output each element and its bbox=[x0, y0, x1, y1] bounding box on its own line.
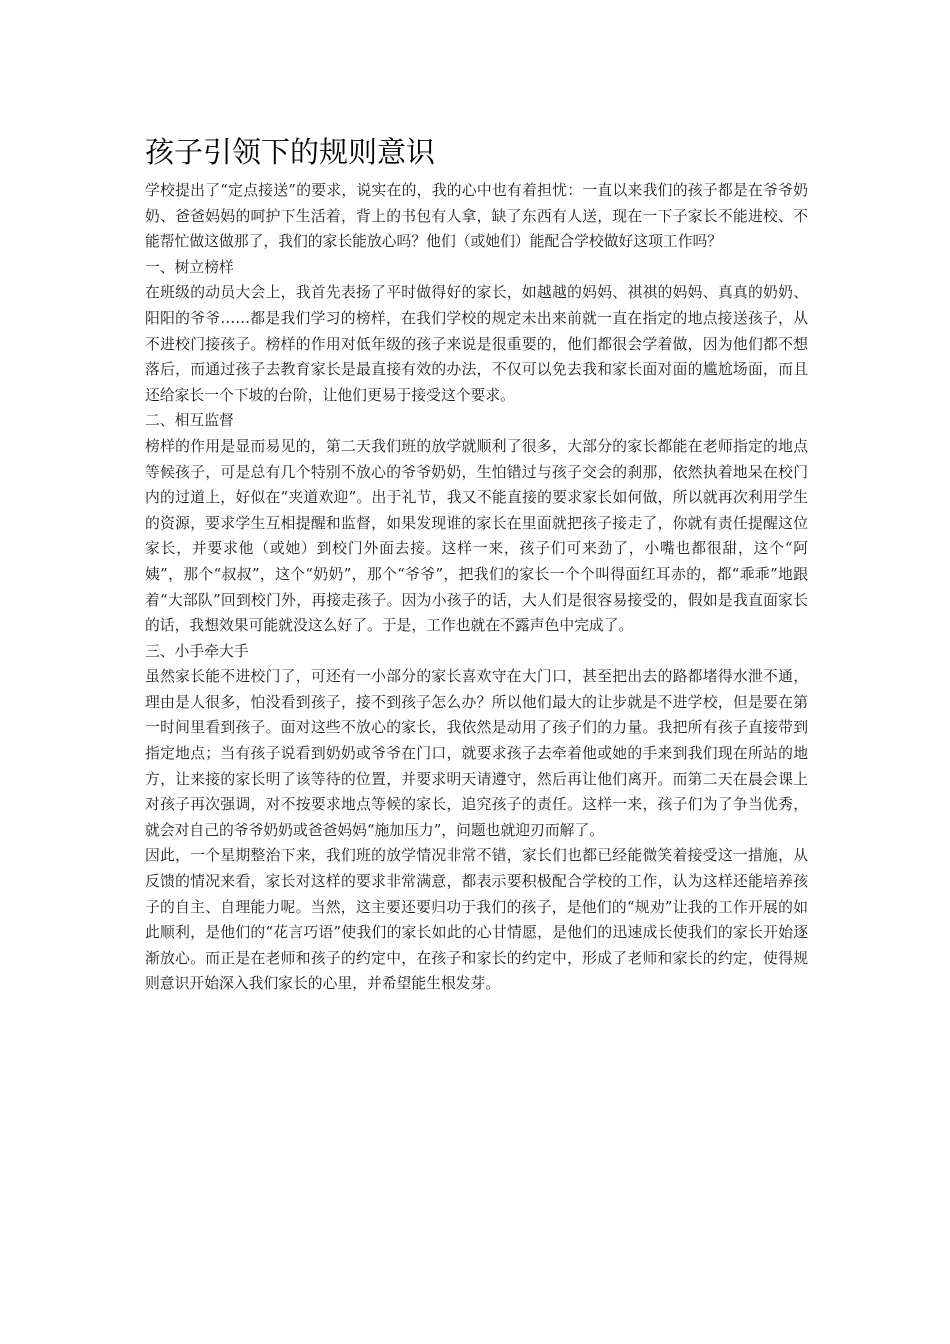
intro-paragraph: 学校提出了“定点接送”的要求，说实在的，我的心中也有着担忧：一直以来我们的孩子都是在爷爷奶奶、爸爸妈妈的呵护下生活着，背上的书包有人拿，缺了东西有人送，现在一下子家长不能进校、不能帮忙做这做那了，我们的家长能放心吗？他们（或她们）能配合学校做好这项工作吗？ bbox=[145, 182, 808, 251]
section-body-1: 在班级的动员大会上，我首先表扬了平时做得好的家长，如越越的妈妈、祺祺的妈妈、真真的奶奶、阳阳的爷爷……都是我们学习的榜样，在我们学校的规定未出来前就一直在指定的地点接送孩子，从不进校门接孩子。榜样的作用对低年级的孩子来说是很重要的，他们都很会学着做，因为他们都不想落后，而通过孩子去教育家长是最直接有效的办法，不仅可以免去我和家长面对面的尴尬场面，而且还给家长一个下坡的台阶，让他们更易于接受这个要求。 bbox=[145, 284, 808, 404]
section-heading-1: 一、树立榜样 bbox=[145, 258, 234, 276]
document-body bbox=[145, 132, 808, 997]
section-heading-2: 二、相互监督 bbox=[145, 412, 234, 430]
section-body-2: 榜样的作用是显而易见的，第二天我们班的放学就顺利了很多，大部分的家长都能在老师指定的地点等候孩子，可是总有几个特别不放心的爷爷奶奶，生怕错过与孩子交会的刹那，依然执着地呆在校门内的过道上，好似在“夹道欢迎”。出于礼节，我又不能直接的要求家长如何做，所以就再次利用学生的资源，要求学生互相提醒和监督，如果发现谁的家长在里面就把孩子接走了，你就有责任提醒这位家长，并要求他（或她）到校门外面去接。这样一来，孩子们可来劲了，小嘴也都很甜，这个“阿姨”，那个“叔叔”，这个“奶奶”，那个“爷爷”，把我们的家长一个个叫得面红耳赤的，都“乖乖”地跟着“大部队”回到校门外，再接走孩子。因为小孩子的话，大人们是很容易接受的，假如是我直面家长的话，我想效果可能就没这么好了。于是，工作也就在不露声色中完成了。 bbox=[145, 437, 808, 635]
document-title: 孩子引领下的规则意识 bbox=[145, 135, 436, 169]
section-body-3: 虽然家长能不进校门了，可还有一小部分的家长喜欢守在大门口，甚至把出去的路都堵得水泄不通，理由是人很多，怕没看到孩子，接不到孩子怎么办？所以他们最大的让步就是不进学校，但是要在第一时间里看到孩子。面对这些不放心的家长，我依然是动用了孩子们的力量。我把所有孩子直接带到指定地点；当有孩子说看到奶奶或爷爷在门口，就要求孩子去牵着他或她的手来到我们现在所站的地方，让来接的家长明了该等待的位置，并要求明天请遵守，然后再让他们离开。而第二天在晨会课上对孩子再次强调，对不按要求地点等候的家长，追究孩子的责任。这样一来，孩子们为了争当优秀，就会对自己的爷爷奶奶或爸爸妈妈“施加压力”，问题也就迎刃而解了。 bbox=[145, 668, 808, 839]
conclusion-paragraph: 因此，一个星期整治下来，我们班的放学情况非常不错，家长们也都已经能微笑着接受这一措施，从反馈的情况来看，家长对这样的要求非常满意，都表示要积极配合学校的工作，认为这样还能培养孩子的自主、自理能力呢。当然，这主要还要归功于我们的孩子，是他们的“规劝”让我的工作开展的如此顺利，是他们的“花言巧语”使我们的家长如此的心甘情愿，是他们的迅速成长使我们的家长开始逐渐放心。而正是在老师和孩子的约定中，在孩子和家长的约定中，形成了老师和家长的约定，使得规则意识开始深入我们家长的心里，并希望能生根发芽。 bbox=[145, 847, 808, 993]
section-heading-3: 三、小手牵大手 bbox=[145, 642, 249, 660]
